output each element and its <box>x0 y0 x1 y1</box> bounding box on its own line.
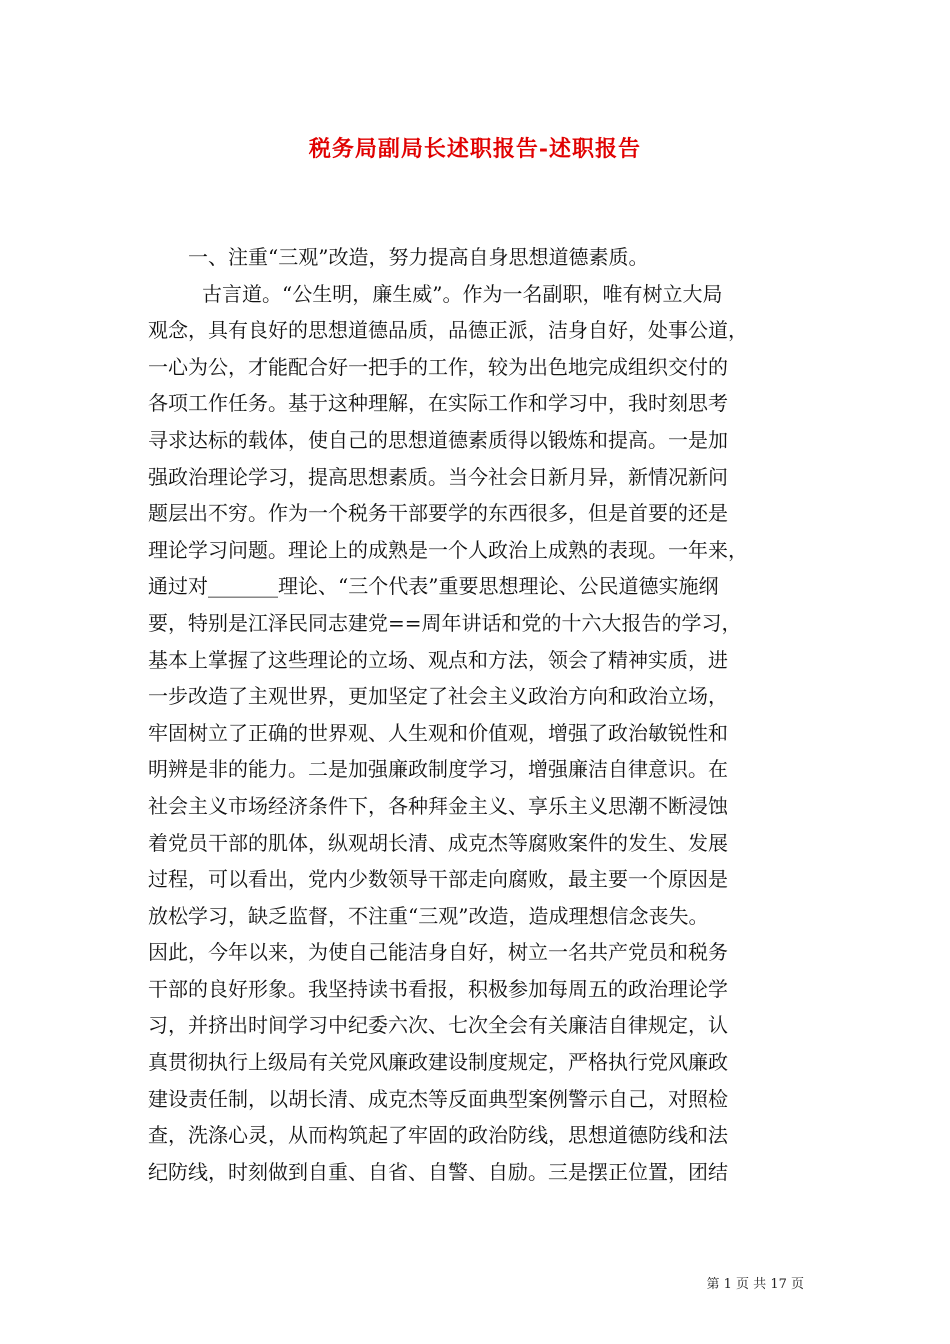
paragraph-first-line: 古言道。“公生明，廉生威”。作为一名副职，唯有树立大局 <box>202 281 723 306</box>
body-line: 纪防线，时刻做到自重、自省、自警、自励。三是摆正位置，团结 <box>148 1159 728 1184</box>
body-line: 强政治理论学习，提高思想素质。当今社会日新月异，新情况新问 <box>148 464 728 489</box>
body-line: 一步改造了主观世界，更加坚定了社会主义政治方向和政治立场， <box>148 684 728 709</box>
document-body <box>148 239 808 1190</box>
body-line: 一心为公，才能配合好一把手的工作，较为出色地完成组织交付的 <box>148 354 728 379</box>
body-line: 建设责任制，以胡长清、成克杰等反面典型案例警示自己，对照检 <box>148 1086 728 1111</box>
body-line: 真贯彻执行上级局有关党风廉政建设制度规定，严格执行党风廉政 <box>148 1050 728 1075</box>
body-line: 过程，可以看出，党内少数领导干部走向腐败，最主要一个原因是 <box>148 867 728 892</box>
body-line: 社会主义市场经济条件下，各种拜金主义、享乐主义思潮不断浸蚀 <box>148 793 728 818</box>
document-title: 税务局副局长述职报告-述职报告 <box>308 136 642 162</box>
section-heading: 一、注重“三观”改造，努力提高自身思想道德素质。 <box>188 245 649 269</box>
body-line: 寻求达标的载体，使自己的思想道德素质得以锻炼和提高。一是加 <box>148 427 728 452</box>
body-line: 基本上掌握了这些理论的立场、观点和方法，领会了精神实质，进 <box>148 647 728 672</box>
body-line: 习，并挤出时间学习中纪委六次、七次全会有关廉洁自律规定，认 <box>148 1013 728 1038</box>
body-line: 要，特别是江泽民同志建党==周年讲话和党的十六大报告的学习， <box>148 610 742 635</box>
page-number-footer: 第 1 页 共 17 页 <box>706 1277 804 1292</box>
body-line: 明辨是非的能力。二是加强廉政制度学习，增强廉洁自律意识。在 <box>148 757 728 782</box>
body-line: 因此，今年以来，为使自己能洁身自好，树立一名共产党员和税务 <box>148 940 728 965</box>
body-line: 干部的良好形象。我坚持读书看报，积极参加每周五的政治理论学 <box>148 976 728 1001</box>
body-line: 观念，具有良好的思想道德品质，品德正派，洁身自好，处事公道， <box>148 318 748 343</box>
body-line: 各项工作任务。基于这种理解，在实际工作和学习中，我时刻思考 <box>148 391 728 416</box>
body-line: 查，洗涤心灵，从而构筑起了牢固的政治防线，思想道德防线和法 <box>148 1123 728 1148</box>
body-line: 理论学习问题。理论上的成熟是一个人政治上成熟的表现。一年来， <box>148 537 748 562</box>
body-line: 牢固树立了正确的世界观、人生观和价值观，增强了政治敏锐性和 <box>148 720 728 745</box>
body-line: 放松学习，缺乏监督，不注重“三观”改造，造成理想信念丧失。 <box>148 903 709 928</box>
body-line: 通过对_______理论、“三个代表”重要思想理论、公民道德实施纲 <box>148 574 719 599</box>
body-line: 着党员干部的肌体，纵观胡长清、成克杰等腐败案件的发生、发展 <box>148 830 728 855</box>
body-line: 题层出不穷。作为一个税务干部要学的东西很多，但是首要的还是 <box>148 501 728 526</box>
